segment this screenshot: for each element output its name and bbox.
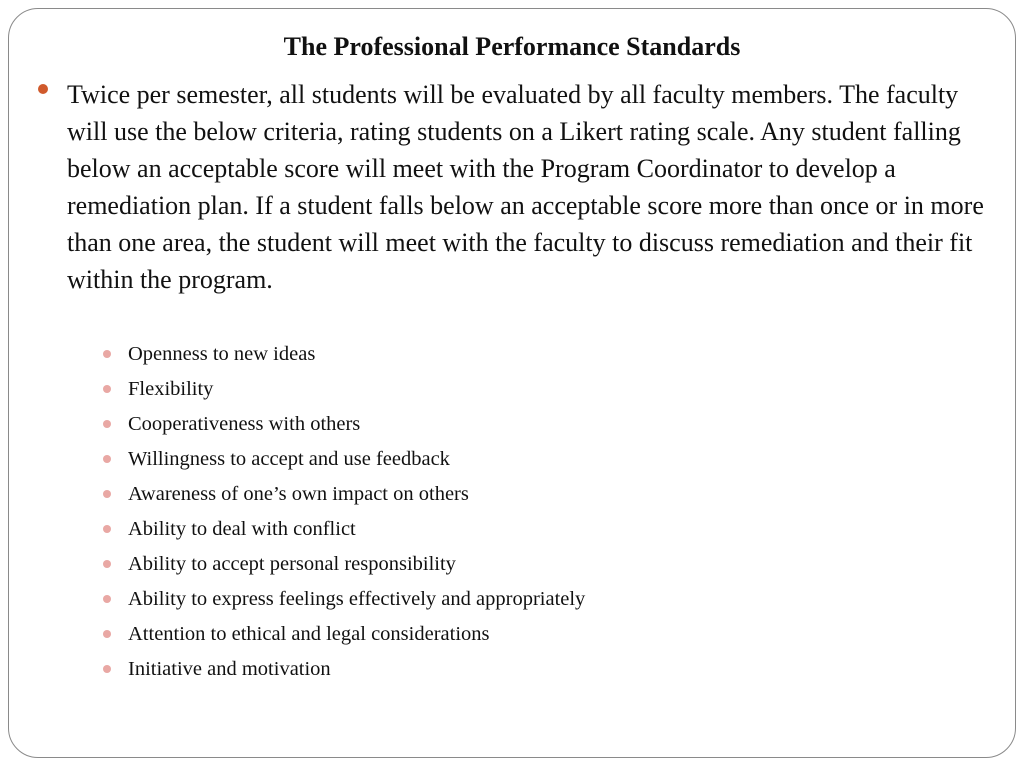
bullet-icon — [103, 420, 111, 428]
criteria-label: Ability to express feelings effectively and appropriately — [128, 588, 586, 610]
criteria-label: Openness to new ideas — [128, 343, 316, 365]
bullet-icon — [103, 630, 111, 638]
bullet-icon — [103, 665, 111, 673]
criteria-label: Cooperativeness with others — [128, 413, 361, 435]
criteria-label: Awareness of one’s own impact on others — [128, 483, 469, 505]
criteria-label: Flexibility — [128, 378, 214, 400]
bullet-icon — [103, 595, 111, 603]
bullet-icon — [103, 490, 111, 498]
bullet-icon — [103, 525, 111, 533]
body-paragraph: Twice per semester, all students will be evaluated by all faculty members. The faculty will use the below criteria, rating students on a Likert rating scale. Any student falling below an acceptable score will meet with the Program Coordinator to develop a remediation plan. If a student falls below an acceptable score more than once or in more than one area, the student will meet with the faculty to discuss remediation and their fit within the program. — [67, 80, 984, 294]
criteria-label: Attention to ethical and legal considerations — [128, 623, 490, 645]
criteria-label: Initiative and motivation — [128, 658, 331, 680]
bullet-icon — [103, 560, 111, 568]
bullet-icon — [103, 385, 111, 393]
slide-title: The Professional Performance Standards — [283, 32, 741, 61]
criteria-label: Willingness to accept and use feedback — [128, 448, 450, 470]
bullet-icon — [103, 455, 111, 463]
criteria-label: Ability to accept personal responsibility — [128, 553, 456, 575]
bullet-icon — [38, 84, 48, 94]
criteria-label: Ability to deal with conflict — [128, 518, 356, 540]
bullet-icon — [103, 350, 111, 358]
